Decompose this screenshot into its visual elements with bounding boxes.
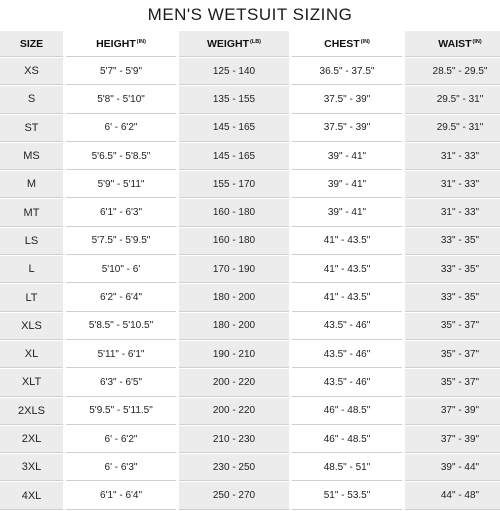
height-cell: 6' - 6'3" <box>66 454 176 481</box>
chest-cell: 41" - 43.5" <box>292 284 402 311</box>
height-cell: 5'8" - 5'10" <box>66 86 176 113</box>
header-row <box>0 31 500 57</box>
size-cell: 3XL <box>0 454 63 481</box>
weight-cell: 160 - 180 <box>179 228 289 255</box>
waist-cell: 35" - 37" <box>405 341 500 368</box>
height-cell: 6' - 6'2" <box>66 426 176 453</box>
size-cell: 4XL <box>0 482 63 509</box>
table-row <box>0 341 500 368</box>
table-row <box>0 199 500 226</box>
waist-cell: 37" - 39" <box>405 426 500 453</box>
table-body <box>0 58 500 510</box>
weight-cell: 125 - 140 <box>179 58 289 85</box>
size-cell: MS <box>0 143 63 170</box>
chest-cell: 43.5" - 46" <box>292 369 402 396</box>
height-cell: 5'10" - 6' <box>66 256 176 283</box>
header-weight <box>179 31 289 57</box>
chest-cell: 37.5" - 39" <box>292 115 402 142</box>
chest-cell: 46" - 48.5" <box>292 426 402 453</box>
sizing-table <box>0 30 500 511</box>
chest-cell: 39" - 41" <box>292 171 402 198</box>
waist-cell: 33" - 35" <box>405 228 500 255</box>
chest-cell: 39" - 41" <box>292 199 402 226</box>
header-height-unit: (IN) <box>136 38 146 45</box>
waist-cell: 35" - 37" <box>405 313 500 340</box>
table-row <box>0 313 500 340</box>
header-weight-unit: (LB) <box>250 38 261 45</box>
waist-cell: 31" - 33" <box>405 143 500 170</box>
waist-cell: 44" - 48" <box>405 482 500 509</box>
height-cell: 5'6.5" - 5'8.5" <box>66 143 176 170</box>
weight-cell: 230 - 250 <box>179 454 289 481</box>
size-cell: LS <box>0 228 63 255</box>
table-row <box>0 171 500 198</box>
waist-cell: 33" - 35" <box>405 256 500 283</box>
height-cell: 5'7" - 5'9" <box>66 58 176 85</box>
table-row <box>0 369 500 396</box>
header-chest-label: CHEST <box>324 37 360 50</box>
header-size-label: SIZE <box>19 37 44 50</box>
header-height-label: HEIGHT <box>96 37 136 50</box>
weight-cell: 145 - 165 <box>179 143 289 170</box>
size-cell: 2XLS <box>0 398 63 425</box>
size-cell: ST <box>0 115 63 142</box>
height-cell: 5'8.5" - 5'10.5" <box>66 313 176 340</box>
table-row <box>0 398 500 425</box>
header-height <box>66 31 176 57</box>
table-row <box>0 86 500 113</box>
weight-cell: 155 - 170 <box>179 171 289 198</box>
height-cell: 5'7.5" - 5'9.5" <box>66 228 176 255</box>
weight-cell: 135 - 155 <box>179 86 289 113</box>
chest-cell: 37.5" - 39" <box>292 86 402 113</box>
chest-cell: 43.5" - 46" <box>292 341 402 368</box>
header-chest-unit: (IN) <box>360 38 370 45</box>
waist-cell: 37" - 39" <box>405 398 500 425</box>
table-row <box>0 454 500 481</box>
size-cell: XLS <box>0 313 63 340</box>
header-waist <box>405 31 500 57</box>
table-row <box>0 284 500 311</box>
waist-cell: 31" - 33" <box>405 199 500 226</box>
size-cell: XLT <box>0 369 63 396</box>
chart-title: MEN'S WETSUIT SIZING <box>147 5 353 24</box>
waist-cell: 29.5" - 31" <box>405 86 500 113</box>
table-row <box>0 228 500 255</box>
weight-cell: 170 - 190 <box>179 256 289 283</box>
table-row <box>0 58 500 85</box>
size-cell: L <box>0 256 63 283</box>
chest-cell: 48.5" - 51" <box>292 454 402 481</box>
waist-cell: 33" - 35" <box>405 284 500 311</box>
height-cell: 5'11" - 6'1" <box>66 341 176 368</box>
header-weight-label: WEIGHT <box>207 37 249 50</box>
height-cell: 6'1" - 6'4" <box>66 482 176 509</box>
chest-cell: 41" - 43.5" <box>292 256 402 283</box>
height-cell: 6' - 6'2" <box>66 115 176 142</box>
table-row <box>0 426 500 453</box>
size-cell: XL <box>0 341 63 368</box>
waist-cell: 31" - 33" <box>405 171 500 198</box>
chest-cell: 36.5" - 37.5" <box>292 58 402 85</box>
table-row <box>0 256 500 283</box>
waist-cell: 39" - 44" <box>405 454 500 481</box>
size-cell: S <box>0 86 63 113</box>
weight-cell: 160 - 180 <box>179 199 289 226</box>
chest-cell: 41" - 43.5" <box>292 228 402 255</box>
size-cell: XS <box>0 58 63 85</box>
table-row <box>0 143 500 170</box>
table-row <box>0 482 500 509</box>
height-cell: 6'1" - 6'3" <box>66 199 176 226</box>
waist-cell: 35" - 37" <box>405 369 500 396</box>
waist-cell: 29.5" - 31" <box>405 115 500 142</box>
chest-cell: 51" - 53.5" <box>292 482 402 509</box>
chest-cell: 39" - 41" <box>292 143 402 170</box>
header-waist-label: WAIST <box>438 37 472 50</box>
size-cell: LT <box>0 284 63 311</box>
height-cell: 5'9" - 5'11" <box>66 171 176 198</box>
size-cell: M <box>0 171 63 198</box>
header-chest <box>292 31 402 57</box>
height-cell: 5'9.5" - 5'11.5" <box>66 398 176 425</box>
chest-cell: 43.5" - 46" <box>292 313 402 340</box>
header-size <box>0 31 63 57</box>
size-cell: 2XL <box>0 426 63 453</box>
weight-cell: 210 - 230 <box>179 426 289 453</box>
height-cell: 6'3" - 6'5" <box>66 369 176 396</box>
weight-cell: 145 - 165 <box>179 115 289 142</box>
chest-cell: 46" - 48.5" <box>292 398 402 425</box>
weight-cell: 200 - 220 <box>179 398 289 425</box>
weight-cell: 250 - 270 <box>179 482 289 509</box>
weight-cell: 180 - 200 <box>179 313 289 340</box>
header-waist-unit: (IN) <box>472 38 482 45</box>
weight-cell: 190 - 210 <box>179 341 289 368</box>
table-row <box>0 115 500 142</box>
weight-cell: 200 - 220 <box>179 369 289 396</box>
height-cell: 6'2" - 6'4" <box>66 284 176 311</box>
size-cell: MT <box>0 199 63 226</box>
waist-cell: 28.5" - 29.5" <box>405 58 500 85</box>
weight-cell: 180 - 200 <box>179 284 289 311</box>
